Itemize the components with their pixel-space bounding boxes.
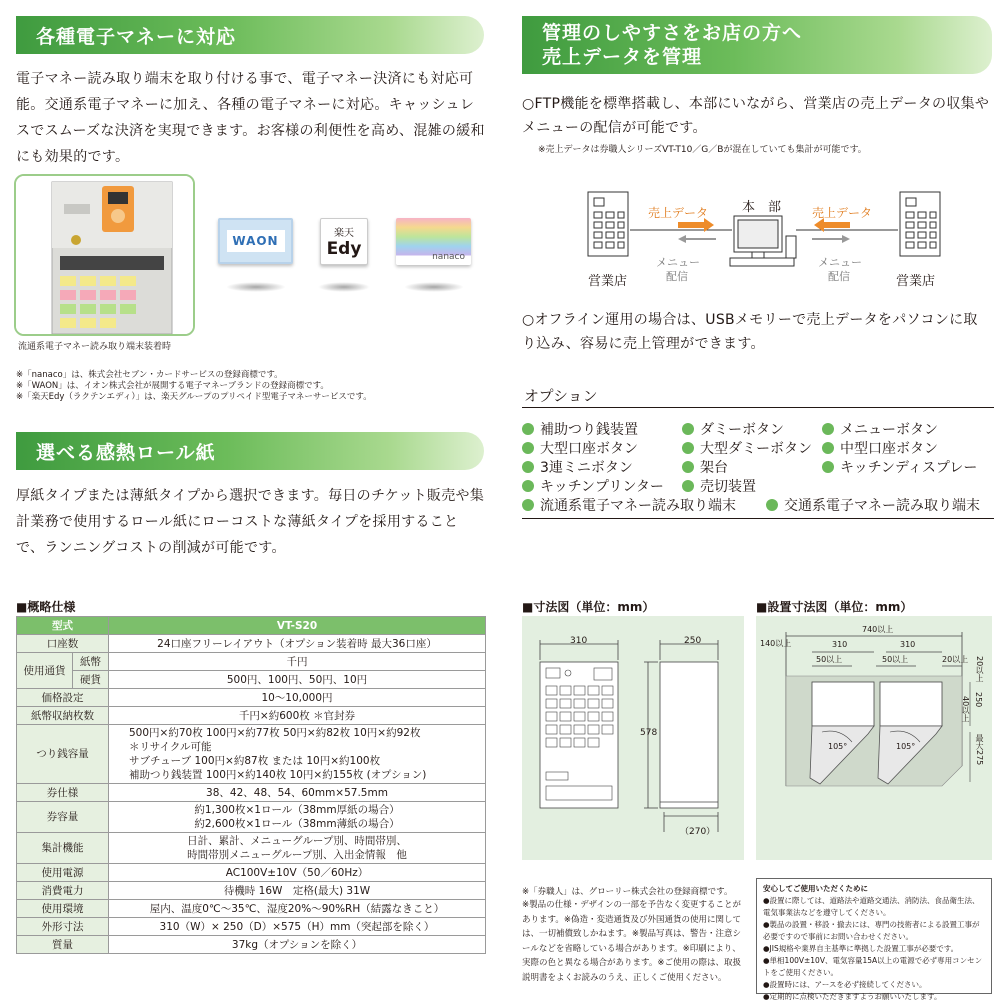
spec-value: 日計、累計、メニューグループ別、時間帯別、 時間帯別メニューグループ別、入出金情報 他 <box>109 833 486 864</box>
waon-shadow <box>226 282 286 292</box>
emoney-note-1: ※「nanaco」は、株式会社セブン・カードサービスの登録商標です。 <box>16 370 283 380</box>
manage-banner <box>522 16 992 74</box>
nanaco-logo: nanaco <box>432 252 465 262</box>
edy-card <box>320 218 368 265</box>
waon-logo: WAON <box>227 230 285 252</box>
table-row <box>17 635 486 653</box>
spec-value: 約1,300枚×1ロール（38mm厚紙の場合） 約2,600枚×1ロール（38mm薄紙の場合） <box>109 802 486 833</box>
option-item: メニューボタン <box>822 419 938 439</box>
options-rule-bottom <box>522 518 994 519</box>
store-left-icon <box>588 192 628 256</box>
paper-title: 選べる感熱ロール紙 <box>36 441 216 464</box>
install-total: 740以上 <box>862 625 894 634</box>
options-rule <box>522 407 994 408</box>
option-item: キッチンディスプレー <box>822 457 977 477</box>
table-row <box>17 784 486 802</box>
diagram-delivery-left: 配信 <box>666 270 688 283</box>
bullet-dot-icon <box>682 423 694 435</box>
bullet-dot-icon <box>822 461 834 473</box>
bullet-dot-icon <box>522 423 534 435</box>
install-gap2: 50以上 <box>882 655 909 664</box>
table-row <box>17 936 486 954</box>
install-w2: 310 <box>900 640 916 649</box>
emoney-title: 各種電子マネーに対応 <box>36 25 237 48</box>
spec-label: 使用通貨 <box>17 653 73 689</box>
install-w1: 310 <box>832 640 848 649</box>
emoney-body: 電子マネー読み取り端末を取り付ける事で、電子マネー決済にも対応可能。交通系電子マネーに加え、各種の電子マネーに対応。キャッシュレスでスムーズな決済を実現できます。お客様の利便性を高め、混雑の緩和にも効果的です。 <box>16 71 485 165</box>
option-item: 3連ミニボタン <box>522 457 633 477</box>
spec-value: 待機時 16W 定格(最大) 31W <box>109 882 486 900</box>
spec-label: 券仕様 <box>17 784 109 802</box>
emoney-note-2: ※「WAON」は、イオン株式会社が展開する電子マネーブランドの登録商標です。 <box>16 381 329 391</box>
spec-value: 500円×約70枚 100円×約77枚 50円×約82枚 10円×約92枚 ＊リサイクル可能 サブチューブ 100円×約87枚 または 10円×約100枚 補助つり銭装置 100円×約140枚 10円×約155枚 (オプション) <box>109 725 486 784</box>
edy-logo-top: 楽天 <box>334 228 354 239</box>
spec-value: 37kg（オプションを除く） <box>109 936 486 954</box>
table-row <box>17 900 486 918</box>
dim-base: （270） <box>680 827 716 837</box>
safety-item: ●JIS規格や業界自主基準に準拠した設置工事が必要です。 <box>763 944 959 953</box>
bullet-dot-icon <box>822 442 834 454</box>
spec-heading: ■概略仕様 <box>16 600 76 614</box>
safety-item: ●定期的に点検いただきますようお願いいたします。 <box>763 992 942 1001</box>
dim-width: 310 <box>570 636 588 646</box>
option-item: キッチンプリンター <box>522 476 664 496</box>
spec-label: 使用環境 <box>17 900 109 918</box>
bullet-dot-icon <box>682 461 694 473</box>
install-top: 20以上 <box>975 656 984 683</box>
install-bottom: 最大275 <box>975 734 984 766</box>
diagram-menu-right: メニュー <box>818 256 862 269</box>
spec-label: 券容量 <box>17 802 109 833</box>
legal-note-body: ※製品の仕様・デザインの一部を予告なく変更することがあります。※偽造・変造通貨及び外国通貨の使用に関しては、一切補償致しかねます。※製品写真は、警告・注意シールなどを省略している場合があります。※印刷により、実際の色と異なる場合があります。※ご使用の際は、取扱説明書をよくお読みのうえ、正しくご使用ください。 <box>522 900 742 983</box>
nanaco-shadow <box>404 282 464 292</box>
option-item: 架台 <box>682 457 728 477</box>
table-row <box>17 802 486 833</box>
option-item: 大型ダミーボタン <box>682 438 812 458</box>
option-item: 流通系電子マネー読み取り端末 <box>522 495 736 515</box>
spec-value: 千円×約600枚 ＊官封券 <box>109 707 486 725</box>
nanaco-card <box>396 218 471 265</box>
spec-label: 使用電源 <box>17 864 109 882</box>
legal-note: ※「券職人」は、グローリー株式会社の登録商標です。 <box>522 887 733 897</box>
spec-table <box>16 616 486 954</box>
emoney-note-3: ※「楽天Edy（ラクテンエディ）」は、楽天グループのプリペイド型電子マネーサービスです。 <box>16 392 372 402</box>
spec-label: 質量 <box>17 936 109 954</box>
manage-offline: ○オフライン運用の場合は、USBメモリーで売上データをパソコンに取り込み、容易に売上管理ができます。 <box>522 312 978 352</box>
install-drawing <box>756 616 992 860</box>
install-angle-2: 105° <box>896 742 916 751</box>
ticket-machine-photo <box>14 174 195 336</box>
table-row <box>17 653 486 671</box>
bullet-dot-icon <box>766 499 778 511</box>
spec-label: 紙幣収納枚数 <box>17 707 109 725</box>
install-left: 140以上 <box>760 639 792 648</box>
option-item: 補助つり銭装置 <box>522 419 638 439</box>
diagram-store-left: 営業店 <box>588 274 628 289</box>
diagram-store-right: 営業店 <box>896 274 936 289</box>
bullet-dot-icon <box>522 442 534 454</box>
bullet-dot-icon <box>822 423 834 435</box>
table-row <box>17 671 486 689</box>
spec-label: 消費電力 <box>17 882 109 900</box>
options-title: オプション <box>524 387 598 405</box>
option-item: 売切装置 <box>682 476 756 496</box>
table-row <box>17 882 486 900</box>
emoney-banner <box>16 16 484 54</box>
paper-body: 厚紙タイプまたは薄紙タイプから選択できます。毎日のチケット販売や集計業務で使用するロール紙にローコストな薄紙タイプを採用することで、ランニングコストの削減が可能です。 <box>16 488 485 556</box>
diagram-hq: 本 部 <box>742 200 782 215</box>
ticket-machine-image <box>16 176 193 334</box>
photo-caption: 流通系電子マネー読み取り端末装着時 <box>18 342 172 352</box>
spec-label: つり銭容量 <box>17 725 109 784</box>
dim-depth: 250 <box>684 636 702 646</box>
dimension-heading: ■寸法図（単位：mm） <box>522 600 655 614</box>
table-row <box>17 918 486 936</box>
diagram-sales-right: 売上データ <box>812 206 873 220</box>
bullet-dot-icon <box>522 499 534 511</box>
safety-item: ●設置に際しては、道路法や道路交通法、消防法、食品衛生法、電気事業法などを遵守してください。 <box>763 896 980 917</box>
spec-value: 10～10,000円 <box>109 689 486 707</box>
safety-box <box>756 878 992 1001</box>
option-item: ダミーボタン <box>682 419 784 439</box>
spec-value: 310（W）× 250（D）×575（H）mm（突起部を除く） <box>109 918 486 936</box>
spec-value: 500円、100円、50円、10円 <box>109 671 486 689</box>
spec-value: 24口座フリーレイアウト（オプション装着時 最大36口座） <box>109 635 486 653</box>
option-item: 中型口座ボタン <box>822 438 938 458</box>
spec-value: 屋内、温度0℃～35℃、湿度20%～90%RH（結露なきこと） <box>109 900 486 918</box>
safety-item: ●製品の設置・移設・撤去には、専門の技術者による設置工事が必要ですので事前にお問い合わせください。 <box>763 920 980 941</box>
spec-value: AC100V±10V（50／60Hz） <box>109 864 486 882</box>
diagram-delivery-right: 配信 <box>828 270 850 283</box>
edy-shadow <box>318 282 370 292</box>
option-item: 大型口座ボタン <box>522 438 638 458</box>
table-row <box>17 689 486 707</box>
bullet-dot-icon <box>682 442 694 454</box>
table-row <box>17 707 486 725</box>
store-right-icon <box>900 192 940 256</box>
table-row <box>17 725 486 784</box>
install-side: 40以上 <box>961 696 970 723</box>
install-heading: ■設置寸法図（単位：mm） <box>756 600 913 614</box>
diagram-sales-left: 売上データ <box>648 206 709 220</box>
spec-model: VT-S20 <box>109 617 486 635</box>
edy-logo-bottom: Edy <box>326 239 362 259</box>
table-row <box>17 617 486 635</box>
safety-item: ●単相100V±10V、電気容量15A以上の電源で必ず専用コンセントをご使用ください。 <box>763 956 983 977</box>
spec-sublabel: 硬貨 <box>73 671 109 689</box>
waon-card <box>218 218 293 264</box>
safety-title: 安心してご使用いただくために <box>763 884 868 893</box>
install-angle-1: 105° <box>828 742 848 751</box>
manage-ftp: ○FTP機能を標準搭載し、本部にいながら、営業店の売上データの収集やメニューの配信が可能です。 <box>522 96 990 136</box>
spec-label: 価格設定 <box>17 689 109 707</box>
option-item: 交通系電子マネー読み取り端末 <box>766 495 980 515</box>
spec-label: 外形寸法 <box>17 918 109 936</box>
manage-title-2: 売上データを管理 <box>542 46 703 68</box>
paper-banner <box>16 432 484 470</box>
spec-label: 集計機能 <box>17 833 109 864</box>
manage-ftp-note: ※売上データは券職人シリーズVT-T10／G／Bが混在していても集計が可能です。 <box>538 145 867 155</box>
safety-item: ●設置時には、アースを必ず接続してください。 <box>763 980 927 989</box>
install-gap3: 20以上 <box>942 655 969 664</box>
bullet-dot-icon <box>522 461 534 473</box>
bullet-dot-icon <box>682 480 694 492</box>
bullet-dot-icon <box>522 480 534 492</box>
spec-model-label: 型式 <box>17 617 109 635</box>
diagram-menu-left: メニュー <box>656 256 700 269</box>
pc-icon <box>730 216 796 266</box>
install-gap1: 50以上 <box>816 655 843 664</box>
dim-height: 578 <box>640 728 658 738</box>
spec-sublabel: 紙幣 <box>73 653 109 671</box>
spec-value: 千円 <box>109 653 486 671</box>
manage-title-1: 管理のしやすさをお店の方へ <box>542 22 803 44</box>
spec-value: 38、42、48、54、60mm×57.5mm <box>109 784 486 802</box>
spec-label: 口座数 <box>17 635 109 653</box>
table-row <box>17 833 486 864</box>
install-depth: 250 <box>974 692 983 708</box>
table-row <box>17 864 486 882</box>
